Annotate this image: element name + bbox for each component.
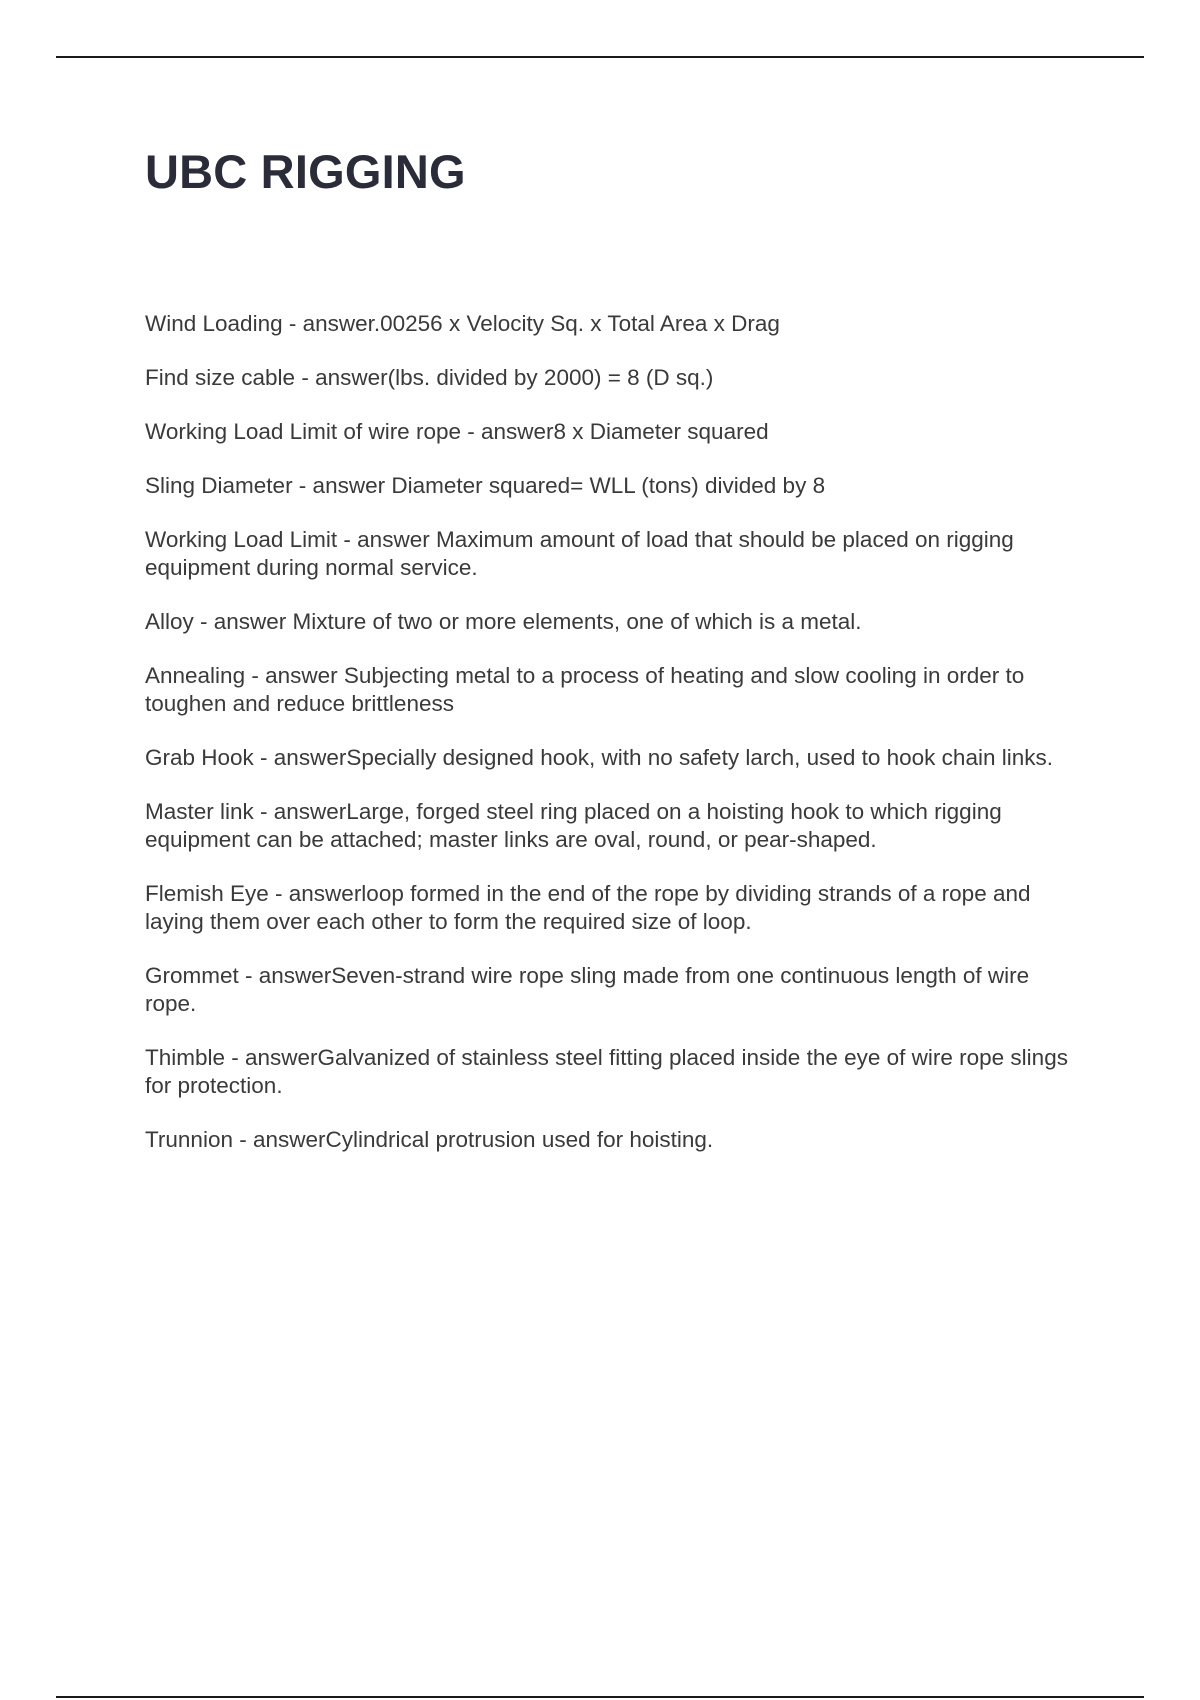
qa-item: Find size cable - answer(lbs. divided by 2000) = 8 (D sq.): [145, 365, 714, 390]
qa-item: Sling Diameter - answer Diameter squared= WLL (tons) divided by 8: [145, 473, 826, 498]
qa-item: Thimble - answerGalvanized of stainless steel fitting placed inside the eye of wire rope slings for protection.: [145, 1045, 1068, 1098]
top-divider: [56, 56, 1144, 58]
document-title: UBC RIGGING: [145, 145, 466, 198]
qa-item: Flemish Eye - answerloop formed in the end of the rope by dividing strands of a rope and laying them over each other to form the required size of loop.: [145, 881, 1031, 934]
qa-item: Grab Hook - answerSpecially designed hook, with no safety larch, used to hook chain links.: [145, 745, 1053, 770]
qa-item: Master link - answerLarge, forged steel ring placed on a hoisting hook to which rigging equipment can be attached; master links are oval, round, or pear-shaped.: [145, 799, 1002, 852]
qa-item: Wind Loading - answer.00256 x Velocity Sq. x Total Area x Drag: [145, 311, 780, 336]
qa-item: Annealing - answer Subjecting metal to a process of heating and slow cooling in order to toughen and reduce brittleness: [145, 663, 1025, 716]
qa-item: Working Load Limit of wire rope - answer8 x Diameter squared: [145, 419, 769, 444]
qa-item: Grommet - answerSeven-strand wire rope sling made from one continuous length of wire rope.: [145, 963, 1030, 1016]
qa-item: Alloy - answer Mixture of two or more elements, one of which is a metal.: [145, 609, 862, 634]
qa-item: Working Load Limit - answer Maximum amount of load that should be placed on rigging equipment during normal service.: [145, 527, 1014, 580]
bottom-divider: [56, 1696, 1144, 1698]
qa-list: [145, 310, 1085, 1180]
qa-item: Trunnion - answerCylindrical protrusion used for hoisting.: [145, 1127, 714, 1152]
document-body: [145, 140, 1085, 1152]
